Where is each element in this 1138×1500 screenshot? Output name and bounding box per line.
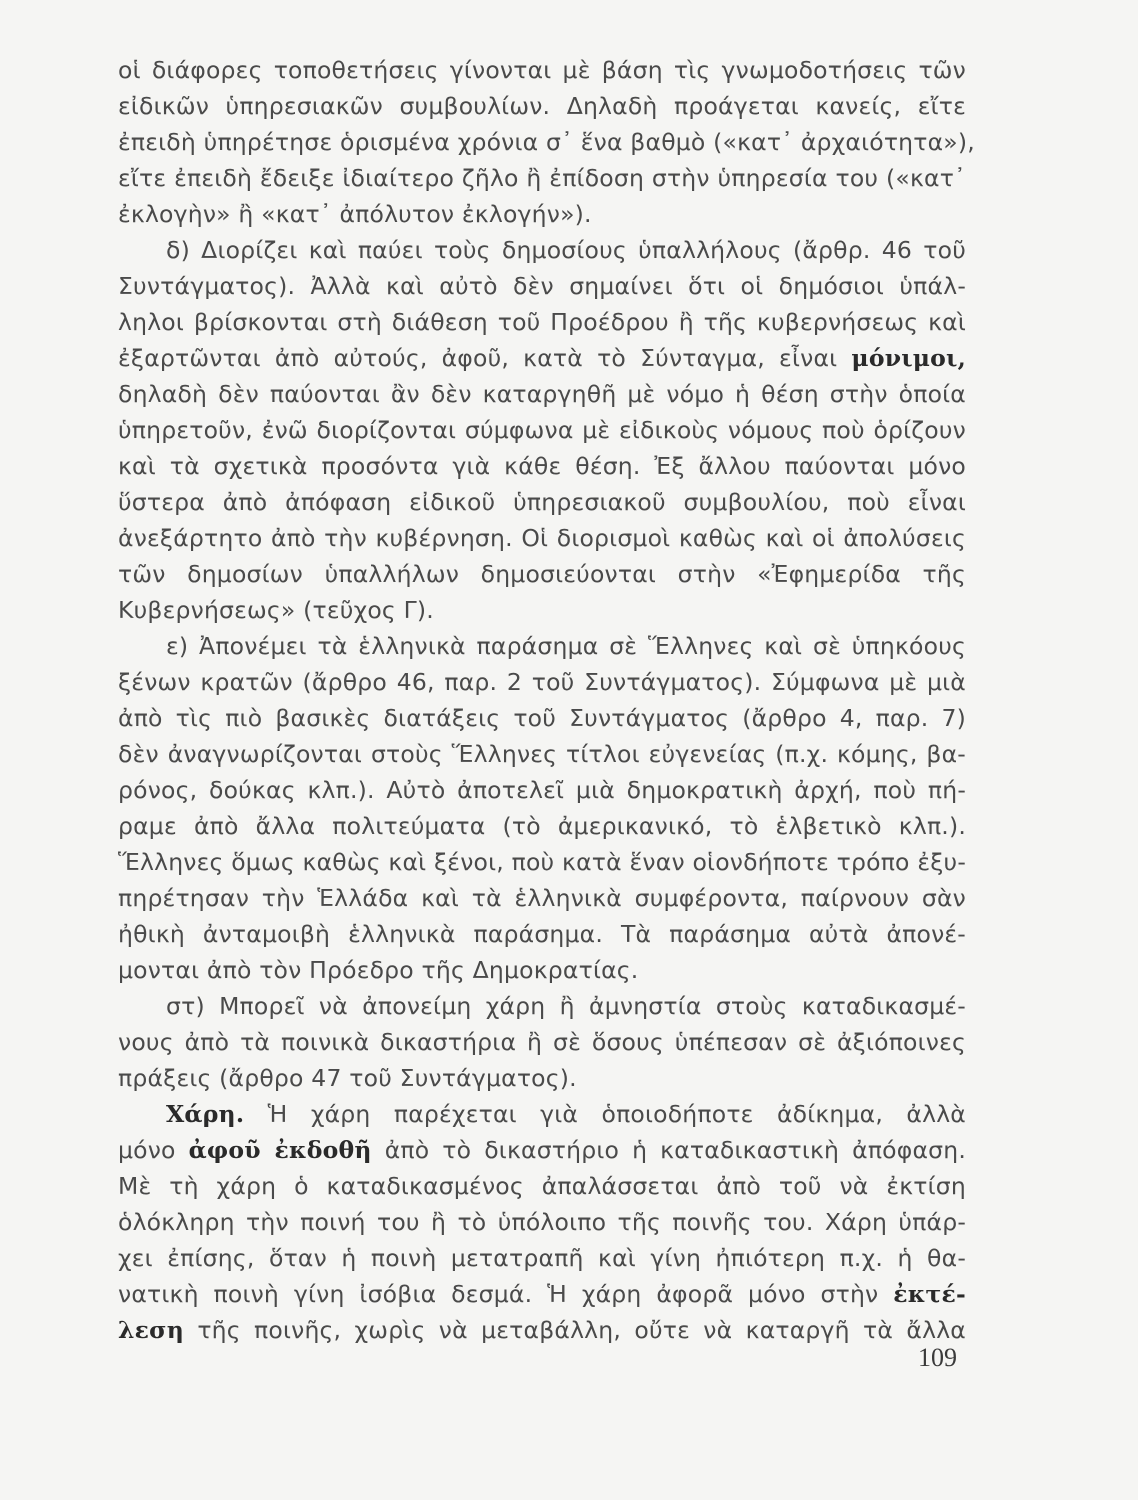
text-line: ρόνος, δούκας κλπ.). Αὐτὸ ἀποτελεῖ μιὰ δημοκρατικὴ ἀρχή, ποὺ πή- [118, 776, 966, 804]
bold-term: ἀφοῦ ἐκδοθῆ [188, 1136, 372, 1164]
text-line: δηλαδὴ δὲν παύονται ἂν δὲν καταργηθῆ μὲ νόμο ἡ θέση στὴν ὁποία [118, 380, 966, 408]
text-line: καὶ τὰ σχετικὰ προσόντα γιὰ κάθε θέση. Ἐξ ἄλλου παύονται μόνο [118, 452, 966, 480]
text-line: πράξεις (ἄρθρο 47 τοῦ Συντάγματος). [118, 1064, 577, 1092]
text-line: εἰδικῶν ὑπηρεσιακῶν συμβουλίων. Δηλαδὴ προάγεται κανείς, εἴτε [118, 92, 966, 120]
text-line: ἀπὸ τὶς πιὸ βασικὲς διατάξεις τοῦ Συντάγματος (ἄρθρο 4, παρ. 7) [118, 704, 966, 732]
text-line: ληλοι βρίσκονται στὴ διάθεση τοῦ Προέδρου ἢ τῆς κυβερνήσεως καὶ [118, 308, 966, 336]
text-line [118, 1315, 966, 1345]
text-line: ἠθικὴ ἀνταμοιβὴ ἑλληνικὰ παράσημα. Τὰ παράσημα αὐτὰ ἀπονέ- [118, 920, 966, 948]
page-number: 109 [918, 1343, 957, 1372]
text-run: Ἡ χάρη παρέχεται γιὰ ὁποιοδήποτε ἀδίκημα, ἀλλὰ [267, 1100, 966, 1128]
text-line: μονται ἀπὸ τὸν Πρόεδρο τῆς Δημοκρατίας. [118, 956, 639, 984]
text-line: ἀνεξάρτητο ἀπὸ τὴν κυβέρνηση. Οἱ διορισμοὶ καθὼς καὶ οἱ ἀπολύσεις [118, 524, 966, 552]
text-line: πηρέτησαν τὴν Ἑλλάδα καὶ τὰ ἑλληνικὰ συμφέροντα, παίρνουν σὰν [118, 884, 966, 912]
bold-term: ἐκτέ- [893, 1280, 967, 1308]
text-line: ὑπηρετοῦν, ἐνῶ διορίζονται σύμφωνα μὲ εἰδικοὺς νόμους ποὺ ὁρίζουν [118, 416, 966, 444]
text-run: τῆς ποινῆς, χωρὶς νὰ μεταβάλλη, οὔτε νὰ καταργῆ τὰ ἄλλα [197, 1316, 966, 1344]
text-run: ἀπὸ τὸ δικαστήριο ἡ καταδικαστικὴ ἀπόφαση. [384, 1136, 967, 1164]
text-line: δὲν ἀναγνωρίζονται στοὺς Ἕλληνες τίτλοι εὐγενείας (π.χ. κόμης, βα- [118, 740, 966, 768]
bold-term: Χάρη. [166, 1100, 245, 1128]
bold-term: λεση [118, 1316, 184, 1344]
text-line: ὕστερα ἀπὸ ἀπόφαση εἰδικοῦ ὑπηρεσιακοῦ συμβουλίου, ποὺ εἶναι [118, 488, 966, 516]
text-line: εἴτε ἐπειδὴ ἔδειξε ἰδιαίτερο ζῆλο ἢ ἐπίδοση στὴν ὑπηρεσία του («κατ᾽ [118, 164, 966, 192]
text-run: νατικὴ ποινὴ γίνη ἰσόβια δεσμά. Ἡ χάρη ἀφορᾶ μόνο στὴν [118, 1280, 879, 1308]
text-line: ἐπειδὴ ὑπηρέτησε ὁρισμένα χρόνια σ᾽ ἕνα βαθμὸ («κατ᾽ ἀρχαιότητα»), [118, 128, 975, 156]
text-run: μόνο [118, 1136, 176, 1164]
text-line: χει ἐπίσης, ὅταν ἡ ποινὴ μετατραπῆ καὶ γίνη ἠπιότερη π.χ. ἡ θα- [118, 1244, 966, 1272]
text-line: στ) Μπορεῖ νὰ ἀπονείμη χάρη ἢ ἀμνηστία στοὺς καταδικασμέ- [166, 992, 966, 1020]
text-line [166, 1099, 966, 1129]
text-line: ξένων κρατῶν (ἄρθρο 46, παρ. 2 τοῦ Συντάγματος). Σύμφωνα μὲ μιὰ [118, 668, 966, 696]
text-line: τῶν δημοσίων ὑπαλλήλων δημοσιεύονται στὴν «Ἐφημερίδα τῆς [118, 560, 966, 588]
text-line: ε) Ἀπονέμει τὰ ἑλληνικὰ παράσημα σὲ Ἕλληνες καὶ σὲ ὑπηκόους [166, 632, 966, 660]
text-line: ἐκλογὴν» ἢ «κατ᾽ ἀπόλυτον ἐκλογήν»). [118, 200, 592, 228]
text-line: Συντάγματος). Ἀλλὰ καὶ αὐτὸ δὲν σημαίνει ὅτι οἱ δημόσιοι ὑπάλ- [118, 272, 966, 300]
text-line: ραμε ἀπὸ ἄλλα πολιτεύματα (τὸ ἀμερικανικό, τὸ ἑλβετικὸ κλπ.). [118, 812, 966, 840]
text-line: νους ἀπὸ τὰ ποινικὰ δικαστήρια ἢ σὲ ὅσους ὑπέπεσαν σὲ ἀξιόποινες [118, 1028, 966, 1056]
text-line: δ) Διορίζει καὶ παύει τοὺς δημοσίους ὑπαλλήλους (ἄρθρ. 46 τοῦ [166, 236, 966, 264]
text-line: Κυβερνήσεως» (τεῦχος Γ). [118, 596, 434, 624]
text-line: οἱ διάφορες τοποθετήσεις γίνονται μὲ βάση τὶς γνωμοδοτήσεις τῶν [118, 56, 966, 84]
text-line: Μὲ τὴ χάρη ὁ καταδικασμένος ἀπαλάσσεται ἀπὸ τοῦ νὰ ἐκτίση [118, 1172, 966, 1200]
bold-term: μόνιμοι, [851, 344, 967, 372]
text-line [118, 1279, 966, 1309]
text-line [118, 1135, 966, 1165]
text-line: Ἕλληνες ὅμως καθὼς καὶ ξένοι, ποὺ κατὰ ἕναν οἱονδήποτε τρόπο ἐξυ- [118, 848, 966, 876]
text-line: ὁλόκληρη τὴν ποινή του ἢ τὸ ὑπόλοιπο τῆς ποινῆς του. Χάρη ὑπάρ- [118, 1208, 966, 1236]
text-line [118, 343, 966, 373]
text-run: ἐξαρτῶνται ἀπὸ αὐτούς, ἀφοῦ, κατὰ τὸ Σύνταγμα, εἶναι [118, 344, 838, 372]
